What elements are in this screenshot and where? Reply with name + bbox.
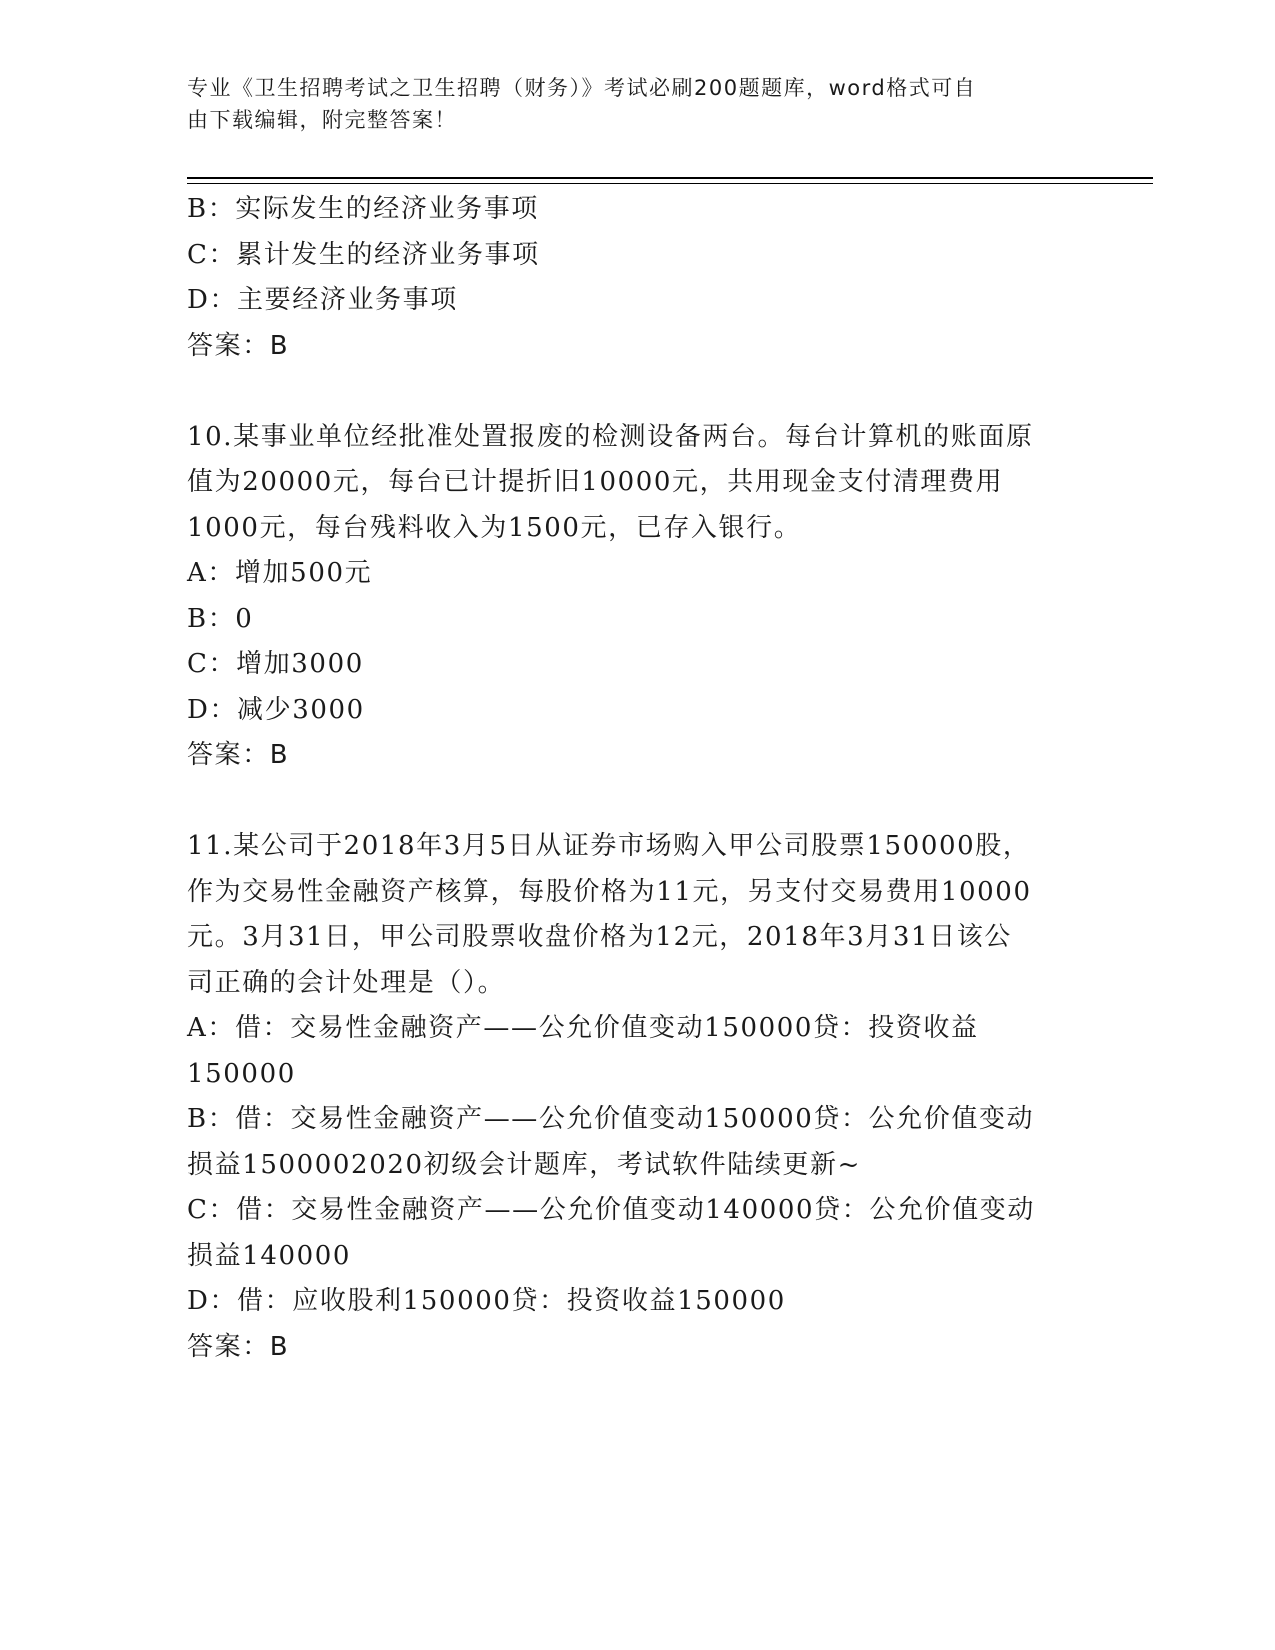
header-divider-thin xyxy=(187,183,1153,184)
question-11 xyxy=(187,824,1087,1370)
q11-option-c-line-1: C：借：交易性金融资产——公允价值变动140000贷：公允价值变动 xyxy=(187,1195,1035,1225)
spacer xyxy=(187,779,1087,825)
q11-option-b-line-1: B：借：交易性金融资产——公允价值变动150000贷：公允价值变动 xyxy=(187,1104,1035,1134)
q11-stem-line-2: 作为交易性金融资产核算，每股价格为11元，另支付交易费用10000 xyxy=(187,876,1032,907)
q9-option-c: C：累计发生的经济业务事项 xyxy=(187,239,540,270)
header-line-1: 专业《卫生招聘考试之卫生招聘（财务）》考试必刷200题题库，word格式可自 xyxy=(187,76,977,100)
header-divider-thick xyxy=(187,177,1153,179)
question-9 xyxy=(187,187,1087,369)
q11-answer: 答案：B xyxy=(187,1331,290,1362)
document-header xyxy=(187,72,1067,136)
q11-stem-line-3: 元。3月31日，甲公司股票收盘价格为12元，2018年3月31日该公 xyxy=(187,922,1012,952)
q11-option-a-line-1: A：借：交易性金融资产——公允价值变动150000贷：投资收益 xyxy=(187,1013,979,1043)
q11-option-a-line-2: 150000 xyxy=(187,1058,296,1089)
q9-option-b: B：实际发生的经济业务事项 xyxy=(187,194,539,224)
q11-option-d: D：借：应收股利150000贷：投资收益150000 xyxy=(187,1286,786,1316)
q10-option-c: C：增加3000 xyxy=(187,649,364,679)
q10-stem-line-3: 1000元，每台残料收入为1500元，已存入银行。 xyxy=(187,512,802,543)
q11-stem-line-1: 11.某公司于2018年3月5日从证券市场购入甲公司股票150000股， xyxy=(187,831,1031,861)
q9-option-d: D：主要经济业务事项 xyxy=(187,285,458,315)
question-10 xyxy=(187,415,1087,779)
q9-answer: 答案：B xyxy=(187,330,290,361)
header-line-2: 由下载编辑，附完整答案！ xyxy=(187,108,457,132)
q10-option-d: D：减少3000 xyxy=(187,694,365,725)
q10-option-a: A：增加500元 xyxy=(187,558,373,588)
q11-option-b-line-2: 损益1500002020初级会计题库，考试软件陆续更新~ xyxy=(187,1149,862,1180)
q10-stem-line-1: 10.某事业单位经批准处置报废的检测设备两台。每台计算机的账面原 xyxy=(187,421,1034,452)
q10-stem-line-2: 值为20000元，每台已计提折旧10000元，共用现金支付清理费用 xyxy=(187,467,1004,497)
q10-answer: 答案：B xyxy=(187,740,290,770)
document-body xyxy=(187,187,1087,1370)
spacer xyxy=(187,369,1087,415)
q10-option-b: B：0 xyxy=(187,603,254,634)
q11-option-c-line-2: 损益140000 xyxy=(187,1240,352,1271)
q11-stem-line-4: 司正确的会计处理是（）。 xyxy=(187,967,506,998)
